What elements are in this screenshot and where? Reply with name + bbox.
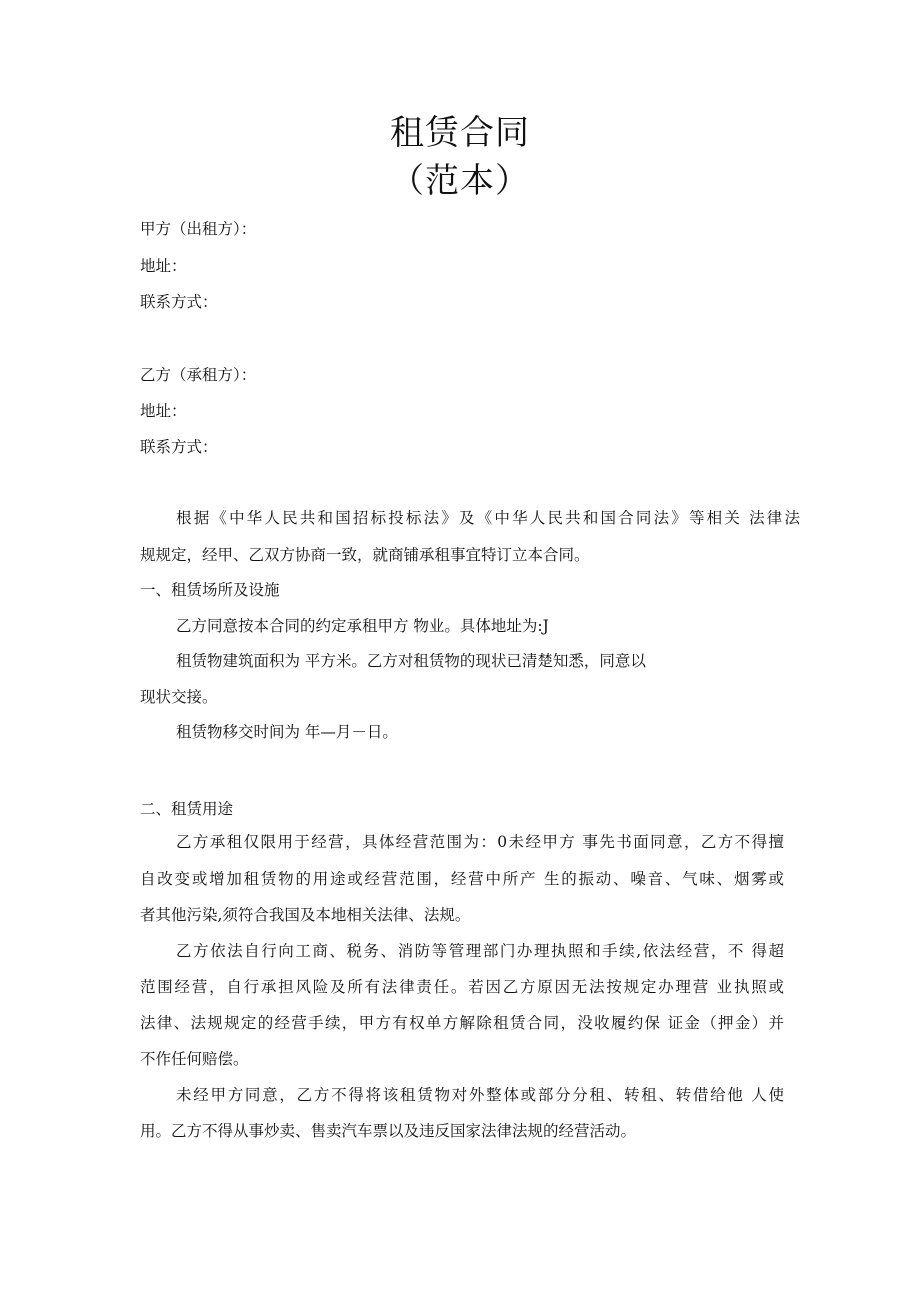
section-1-line: 租赁物移交时间为 年—月－日。: [176, 723, 398, 741]
section-2-line: 自改变或增加租赁物的用途或经营范围，经营中所产 生的振动、噪音、气味、烟雾或: [140, 870, 784, 888]
section-1-line: 现状交接。: [140, 688, 218, 706]
party-b-label: 乙方（承租方）：: [140, 366, 257, 384]
section-1-line: 租赁物建筑面积为 平方米。乙方对租赁物的现状已清楚知悉，同意以: [176, 652, 646, 670]
section-2-line: 不作任何赔偿。: [140, 1050, 249, 1068]
party-b-address: 地址：: [140, 402, 187, 420]
intro-line: 根据《中华人民共和国招标投标法》及《中华人民共和国合同法》等相关 法律法: [176, 509, 800, 527]
section-1-line: 乙方同意按本合同的约定承租甲方 物业。具体地址为:J: [176, 617, 549, 635]
section-2-heading: 二、租赁用途: [140, 800, 234, 818]
party-a-address: 地址：: [140, 257, 187, 275]
section-2-line: 者其他污染,须符合我国及本地相关法律、法规。: [140, 906, 471, 924]
party-a-contact: 联系方式：: [140, 293, 218, 311]
section-2-line: 乙方承租仅限用于经营，具体经营范围为：0未经甲方 事先书面同意，乙方不得擅: [176, 833, 784, 851]
document-subtitle: （范本）: [390, 161, 530, 201]
intro-line: 规规定，经甲、乙双方协商一致，就商铺承租事宜特订立本合同。: [140, 546, 590, 564]
section-2-line: 法律、法规规定的经营手续，甲方有权单方解除租赁合同，没收履约保 证金（押金）并: [140, 1014, 784, 1032]
document-title: 租赁合同: [390, 113, 530, 153]
party-b-contact: 联系方式：: [140, 438, 218, 456]
section-2-line: 用。乙方不得从事炒卖、售卖汽车票以及违反国家法律法规的经营活动。: [140, 1122, 637, 1140]
section-2-line: 乙方依法自行向工商、税务、消防等管理部门办理执照和手续,依法经营，不 得超: [176, 942, 784, 960]
section-2-line: 未经甲方同意，乙方不得将该租赁物对外整体或部分分租、转租、转借给他 人使: [176, 1086, 784, 1104]
section-1-heading: 一、租赁场所及设施: [140, 581, 280, 599]
section-2-line: 范围经营，自行承担风险及所有法律责任。若因乙方原因无法按规定办理营 业执照或: [140, 978, 784, 996]
party-a-label: 甲方（出租方）：: [140, 220, 257, 238]
